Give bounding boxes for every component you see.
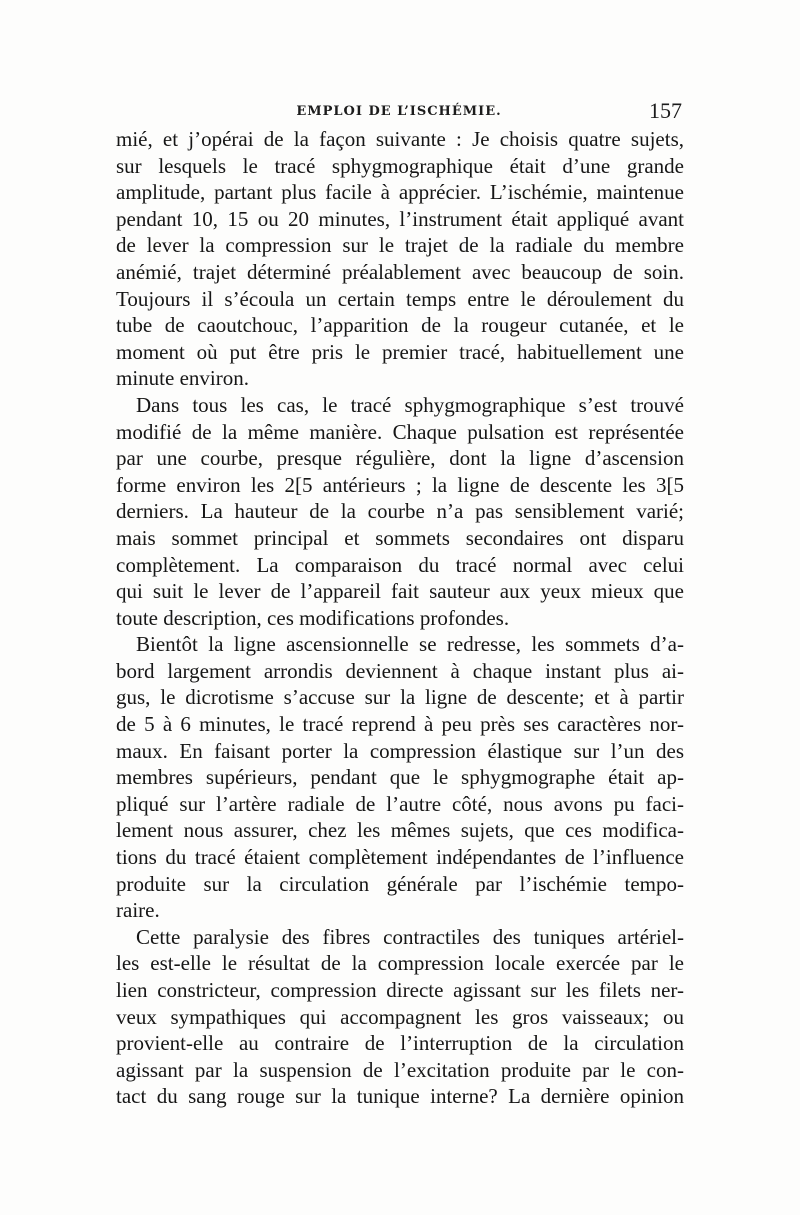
paragraph <box>116 392 684 631</box>
text-line: pendant 10, 15 ou 20 minutes, l’instrument était appliqué avant <box>116 206 684 231</box>
text-line: anémié, trajet déterminé préalablement avec beaucoup de soin. <box>116 259 684 284</box>
running-head: EMPLOI DE L’ISCHÉMIE. <box>296 104 502 119</box>
text-line: membres supérieurs, pendant que le sphygmographe était ap- <box>116 765 684 790</box>
text-line: amplitude, partant plus facile à apprécier. L’ischémie, maintenue <box>116 180 684 205</box>
text-line: agissant par la suspension de l’excitation produite par le con- <box>116 1057 684 1082</box>
paragraph <box>116 924 684 1110</box>
text-line: modifié de la même manière. Chaque pulsation est représentée <box>116 419 684 444</box>
text-line: derniers. La hauteur de la courbe n’a pas sensiblement varié; <box>116 499 684 524</box>
text-line: qui suit le lever de l’appareil fait sauteur aux yeux mieux que <box>116 579 684 604</box>
text-line: forme environ les 2[5 antérieurs ; la ligne de descente les 3[5 <box>116 472 684 497</box>
text-line: lien constricteur, compression directe agissant sur les filets ner- <box>116 978 684 1002</box>
text-line: complètement. La comparaison du tracé normal avec celui <box>116 552 684 577</box>
text-line: gus, le dicrotisme s’accuse sur la ligne de descente; et à partir <box>116 685 684 710</box>
text-line: mais sommet principal et sommets secondaires ont disparu <box>116 525 684 550</box>
text-line: moment où put être pris le premier tracé, habituellement une <box>116 339 684 364</box>
text-line: sur lesquels le tracé sphygmographique était d’une grande <box>116 153 684 178</box>
text-line: Cette paralysie des fibres contractiles des tuniques artériel- <box>136 924 684 949</box>
page-number: 157 <box>649 98 682 123</box>
paragraph <box>116 126 684 392</box>
paragraph <box>116 631 684 924</box>
text-line: maux. En faisant porter la compression élastique sur l’un des <box>116 738 684 763</box>
text-line: tions du tracé étaient complètement indépendantes de l’influence <box>116 845 684 870</box>
text-line: bord largement arrondis deviennent à chaque instant plus ai- <box>116 658 684 683</box>
text-line: raire. <box>116 898 160 923</box>
page-header <box>112 100 686 128</box>
text-line: les est-elle le résultat de la compression locale exercée par le <box>116 951 684 976</box>
text-line: veux sympathiques qui accompagnent les gros vaisseaux; ou <box>116 1004 684 1029</box>
text-line: lement nous assurer, chez les mêmes sujets, que ces modifica- <box>116 818 684 843</box>
text-line: tube de caoutchouc, l’apparition de la rougeur cutanée, et le <box>116 313 684 338</box>
text-line: par une courbe, presque régulière, dont la ligne d’ascension <box>116 446 684 471</box>
text-line: mié, et j’opérai de la façon suivante : Je choisis quatre sujets, <box>116 127 684 151</box>
text-line: pliqué sur l’artère radiale de l’autre côté, nous avons pu faci- <box>116 791 684 816</box>
text-line: tact du sang rouge sur la tunique interne? La dernière opinion <box>116 1084 684 1109</box>
text-line: provient-elle au contraire de l’interruption de la circulation <box>116 1031 684 1056</box>
text-line: toute description, ces modifications profondes. <box>116 605 510 630</box>
body-text <box>116 126 684 1110</box>
text-line: de 5 à 6 minutes, le tracé reprend à peu près ses caractères nor- <box>116 712 684 737</box>
text-line: de lever la compression sur le trajet de la radiale du membre <box>116 233 684 258</box>
text-line: minute environ. <box>116 366 249 391</box>
text-line: Dans tous les cas, le tracé sphygmographique s’est trouvé <box>136 392 684 417</box>
text-line: produite sur la circulation générale par l’ischémie tempo- <box>116 871 684 896</box>
text-line: Bientôt la ligne ascensionnelle se redresse, les sommets d’a- <box>136 632 684 657</box>
text-line: Toujours il s’écoula un certain temps entre le déroulement du <box>116 286 684 311</box>
